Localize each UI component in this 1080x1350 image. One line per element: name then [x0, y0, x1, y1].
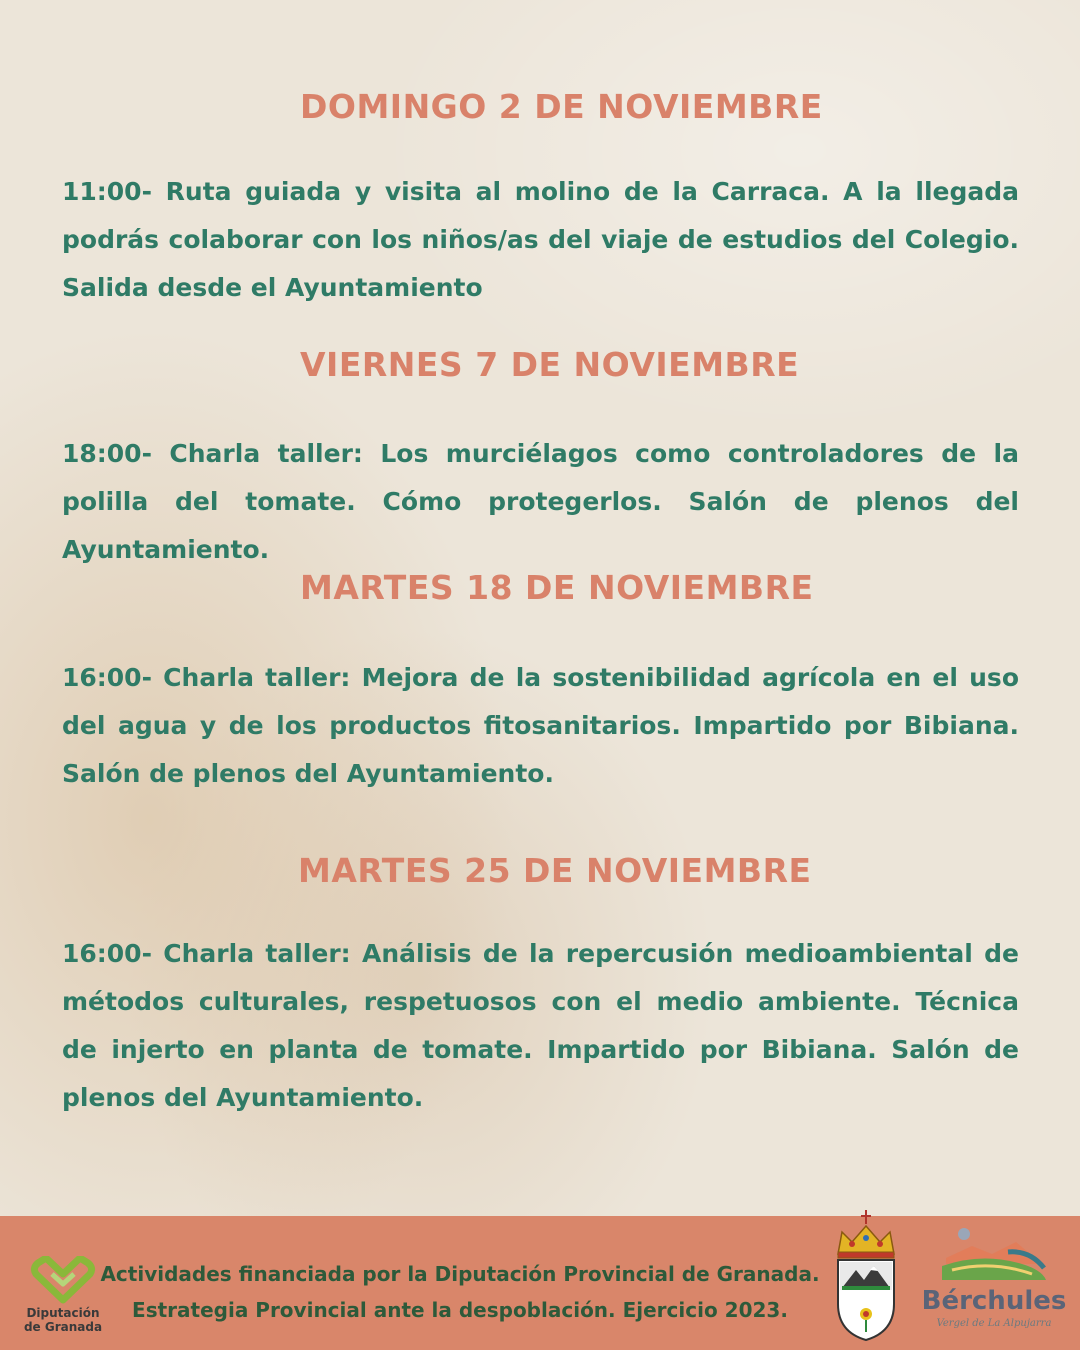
diputacion-heart-icon — [30, 1256, 96, 1304]
coat-of-arms-icon — [830, 1210, 902, 1344]
funding-notice — [100, 1256, 820, 1328]
diputacion-logo — [22, 1256, 104, 1348]
event-description-4: 16:00- Charla taller: Análisis de la repercusión medioambiental de métodos culturales, respetuosos con el medio ambiente. Técnica de injerto en planta de tomate. Impartido por Bibiana. Salón de plenos del Ayuntamiento. — [62, 939, 1019, 1112]
event-description-2: 18:00- Charla taller: Los murciélagos como controladores de la polilla del tomate. Cómo protegerlos. Salón de plenos del Ayuntamiento. — [62, 439, 1019, 564]
event-description-1: 11:00- Ruta guiada y visita al molino de la Carraca. A la llegada podrás colaborar con los niños/as del viaje de estudios del Colegio. Salida desde el Ayuntamiento — [62, 177, 1019, 302]
day-heading-1: DOMINGO 2 DE NOVIEMBRE — [300, 87, 823, 126]
day-heading-4: MARTES 25 DE NOVIEMBRE — [298, 851, 812, 890]
footer-bar — [0, 1216, 1080, 1350]
diputacion-name-line-1: Diputación — [26, 1306, 100, 1320]
berchules-landscape-icon — [912, 1224, 1076, 1286]
funding-line-2: Estrategia Provincial ante la despoblación. Ejercicio 2023. — [132, 1298, 788, 1322]
berchules-logo — [912, 1224, 1076, 1344]
diputacion-name — [22, 1306, 104, 1334]
day-heading-3: MARTES 18 DE NOVIEMBRE — [300, 568, 814, 607]
municipality-name: Bérchules — [921, 1286, 1067, 1316]
diputacion-name-line-2: de Granada — [23, 1320, 103, 1334]
event-description-3: 16:00- Charla taller: Mejora de la sostenibilidad agrícola en el uso del agua y de los productos fitosanitarios. Impartido por Bibiana. Salón de plenos del Ayuntamiento. — [62, 663, 1019, 788]
day-heading-2: VIERNES 7 DE NOVIEMBRE — [300, 345, 800, 384]
municipal-coat-of-arms — [830, 1210, 902, 1344]
funding-line-1: Actividades financiada por la Diputación Provincial de Granada. — [100, 1262, 820, 1286]
municipality-tagline: Vergel de La Alpujarra — [936, 1318, 1052, 1329]
